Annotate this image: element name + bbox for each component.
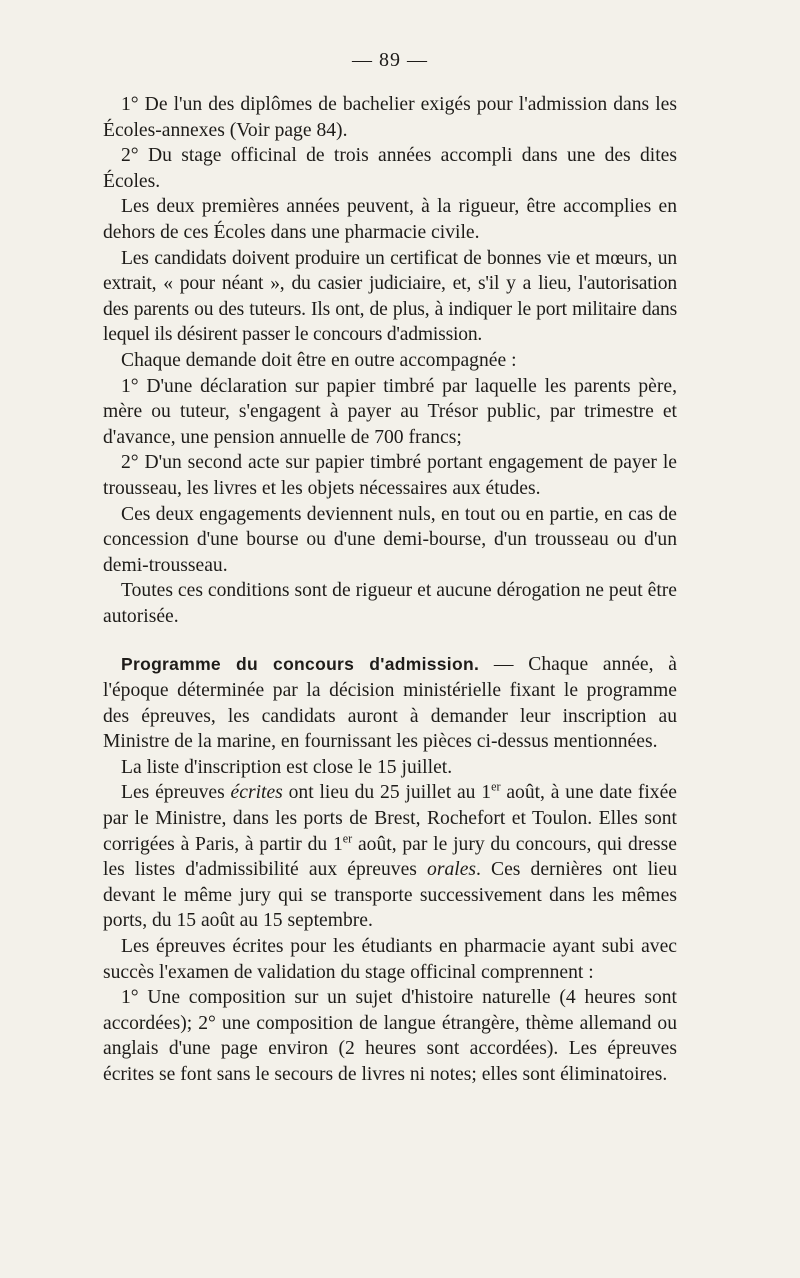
paragraph-stage: 2° Du stage officinal de trois années accompli dans une des dites Écoles. — [103, 145, 677, 192]
paragraph-diploma: 1° De l'un des diplômes de bachelier exigés pour l'admission dans les Écoles-annexes (Voir page 84). — [103, 94, 677, 141]
paragraph-conditions: Toutes ces conditions sont de rigueur et aucune dérogation ne peut être autorisée. — [103, 580, 677, 627]
paragraph-written-exams — [103, 780, 677, 934]
paragraph-list-close: La liste d'inscription est close le 15 juillet. — [121, 756, 453, 778]
oral-italic: orales — [427, 859, 477, 881]
superscript-er-2: er — [342, 831, 353, 846]
superscript-er-1: er — [491, 779, 501, 794]
paragraph-second-act: 2° D'un second acte sur papier timbré portant engagement de payer le trousseau, les livres et les objets nécessaires aux études. — [103, 452, 677, 499]
book-page — [103, 46, 677, 1088]
paragraph-declaration: 1° D'une déclaration sur papier timbré par laquelle les parents père, mère ou tuteur, s'engagent à payer au Trésor public, par trimestre et d'avance, une pension annuelle de 700 francs; — [103, 375, 677, 448]
paragraph-request: Chaque demande doit être en outre accompagnée : — [121, 349, 517, 371]
paragraph-candidates: Les candidats doivent produire un certificat de bonnes vie et mœurs, un extrait, « pour néant », du casier judiciaire, et, s'il y a lieu, l'autorisation des parents ou des tuteurs. Ils ont, de plus, à indiquer le port militaire dans lequel ils désirent passer le concours d'admission. — [103, 247, 677, 346]
paragraph-first-years: Les deux premières années peuvent, à la rigueur, être accomplies en dehors de ces Écoles dans une pharmacie civile. — [103, 196, 677, 243]
written-exams-text-3: août, à une date fixée par le Ministre, dans les ports de Brest, Rochefort et Toulon. Elles sont corrigées à Paris, à partir du 1 — [103, 782, 677, 855]
section-program — [103, 652, 677, 754]
written-exams-text-4: août, par le jury du concours, qui dresse les listes d'admissibilité aux épreuves — [103, 833, 677, 881]
written-exams-text-5: . Ces dernières ont lieu devant le même jury qui se transporte successivement dans les mêmes ports, du 15 août au 15 septembre. — [103, 859, 677, 932]
written-italic: écrites — [230, 782, 283, 804]
section-spacer — [103, 629, 677, 652]
section-title: Programme du concours d'admission. — [121, 654, 480, 675]
section-intro: — Chaque année, à l'époque déterminée par la décision ministérielle fixant le programme des épreuves, les candidats auront à demander leur inscription au Ministre de la marine, en fournissant les pièces ci-dessus mentionnées. — [103, 654, 677, 753]
written-exams-text-2: ont lieu du 25 juillet au 1 — [282, 782, 492, 804]
page-number: — 89 — — [352, 49, 428, 71]
paragraph-engagements: Ces deux engagements deviennent nuls, en tout ou en partie, en cas de concession d'une bourse ou d'une demi-bourse, d'un trousseau ou d'un demi-trousseau. — [103, 503, 677, 576]
paragraph-pharmacy-exams: Les épreuves écrites pour les étudiants en pharmacie ayant subi avec succès l'examen de validation du stage officinal comprennent : — [103, 936, 677, 983]
paragraph-compositions: 1° Une composition sur un sujet d'histoire naturelle (4 heures sont accordées); 2° une composition de langue étrangère, thème allemand ou anglais d'une page environ (2 heures sont accordées). Les épreuves écrites se font sans le secours de livres ni notes; elles sont éliminatoires. — [103, 987, 677, 1085]
written-exams-text-1: Les épreuves — [121, 782, 231, 804]
